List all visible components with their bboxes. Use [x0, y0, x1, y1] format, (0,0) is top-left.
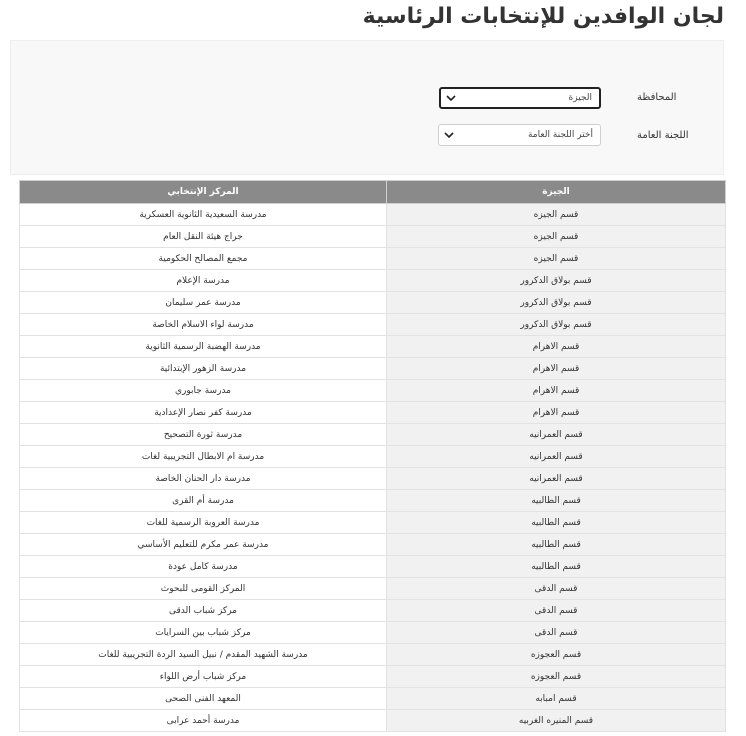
district-cell: قسم الدقى: [387, 600, 726, 622]
governorate-label: المحافظة: [637, 92, 677, 103]
district-cell: قسم العجوزه: [387, 666, 726, 688]
table-row: [20, 688, 726, 710]
table-row: [20, 314, 726, 336]
district-cell: قسم الاهرام: [387, 380, 726, 402]
governorate-selected-value: الجيزة: [568, 93, 592, 103]
polling-center-cell: مركز شباب بين السرايات: [20, 622, 387, 644]
district-cell: قسم بولاق الدكرور: [387, 314, 726, 336]
district-cell: قسم الدقى: [387, 622, 726, 644]
committee-select[interactable]: [438, 124, 601, 146]
polling-center-cell: مدرسة عمر سليمان: [20, 292, 387, 314]
district-cell: قسم امبابه: [387, 688, 726, 710]
district-cell: قسم الطالبيه: [387, 490, 726, 512]
table-row: [20, 446, 726, 468]
district-cell: قسم بولاق الدكرور: [387, 270, 726, 292]
district-cell: قسم الطالبيه: [387, 512, 726, 534]
governorate-select[interactable]: [439, 87, 601, 109]
chevron-down-icon: [443, 129, 455, 141]
polling-center-cell: مدرسة الإعلام: [20, 270, 387, 292]
committee-selected-value: أختر اللجنة العامة: [527, 130, 593, 140]
table-row: [20, 336, 726, 358]
polling-center-cell: مركز شباب أرض اللواء: [20, 666, 387, 688]
polling-center-cell: جراج هيئة النقل العام: [20, 226, 387, 248]
polling-center-cell: مدرسة جابوري: [20, 380, 387, 402]
polling-center-cell: مدرسة السعيدية الثانوية العسكرية: [20, 204, 387, 226]
table-header-row: [20, 181, 726, 204]
district-cell: قسم الدقى: [387, 578, 726, 600]
table-row: [20, 358, 726, 380]
district-cell: قسم المنيره الغربيه: [387, 710, 726, 732]
polling-center-cell: مدرسة أحمد عرابى: [20, 710, 387, 732]
table-row: [20, 226, 726, 248]
polling-center-cell: مجمع المصالح الحكومية: [20, 248, 387, 270]
committee-label: اللجنة العامة: [637, 130, 689, 141]
table-row: [20, 248, 726, 270]
district-cell: قسم العجوزه: [387, 644, 726, 666]
center-column-header: المركز الإنتخابي: [20, 181, 387, 204]
table-row: [20, 402, 726, 424]
filter-panel: [10, 40, 724, 175]
polling-center-cell: مدرسة لواء الاسلام الخاصة: [20, 314, 387, 336]
district-cell: قسم الطالبيه: [387, 534, 726, 556]
table-row: [20, 556, 726, 578]
district-cell: قسم العمرانيه: [387, 424, 726, 446]
district-cell: قسم الجيزه: [387, 248, 726, 270]
polling-center-cell: مدرسة الشهيد المقدم / نبيل السيد الردة التجريبية للغات: [20, 644, 387, 666]
district-cell: قسم الاهرام: [387, 336, 726, 358]
district-cell: قسم العمرانيه: [387, 446, 726, 468]
polling-center-cell: مدرسة ثورة التصحيح: [20, 424, 387, 446]
table-row: [20, 204, 726, 226]
district-cell: قسم الاهرام: [387, 402, 726, 424]
table-row: [20, 578, 726, 600]
polling-center-cell: المركز القومى للبحوث: [20, 578, 387, 600]
page-title: لجان الوافدين للإنتخابات الرئاسية: [362, 4, 724, 29]
polling-center-cell: مدرسة أم القرى: [20, 490, 387, 512]
table-row: [20, 666, 726, 688]
polling-center-cell: مدرسة دار الحنان الخاصة: [20, 468, 387, 490]
table-row: [20, 644, 726, 666]
polling-centers-table: [19, 180, 726, 732]
polling-center-cell: مركز شباب الدقى: [20, 600, 387, 622]
district-cell: قسم الجيزه: [387, 204, 726, 226]
table-row: [20, 622, 726, 644]
table-row: [20, 512, 726, 534]
table-row: [20, 490, 726, 512]
table-row: [20, 600, 726, 622]
table-row: [20, 710, 726, 732]
district-cell: قسم الاهرام: [387, 358, 726, 380]
district-cell: قسم العمرانيه: [387, 468, 726, 490]
table-row: [20, 270, 726, 292]
table-body: [20, 204, 726, 732]
table-row: [20, 292, 726, 314]
chevron-down-icon: [445, 92, 457, 104]
polling-center-cell: مدرسة كفر نصار الإعدادية: [20, 402, 387, 424]
polling-center-cell: مدرسة كامل عودة: [20, 556, 387, 578]
table-row: [20, 534, 726, 556]
district-column-header: الجيزة: [387, 181, 726, 204]
polling-center-cell: مدرسة ام الابطال التجريبية لغات: [20, 446, 387, 468]
table-row: [20, 424, 726, 446]
polling-center-cell: مدرسة الزهور الإبتدائية: [20, 358, 387, 380]
table-row: [20, 468, 726, 490]
district-cell: قسم بولاق الدكرور: [387, 292, 726, 314]
district-cell: قسم الجيزه: [387, 226, 726, 248]
polling-center-cell: مدرسة العروبة الرسمية للغات: [20, 512, 387, 534]
table-row: [20, 380, 726, 402]
polling-center-cell: مدرسة الهضبة الرسمية الثانوية: [20, 336, 387, 358]
district-cell: قسم الطالبيه: [387, 556, 726, 578]
polling-center-cell: المعهد الفنى الصحى: [20, 688, 387, 710]
polling-center-cell: مدرسة عمر مكرم للتعليم الأساسي: [20, 534, 387, 556]
